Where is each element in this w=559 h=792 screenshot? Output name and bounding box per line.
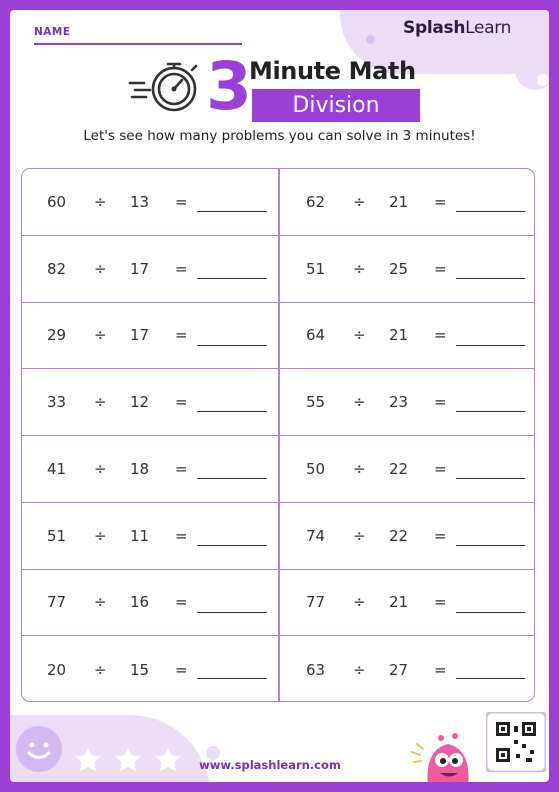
equals-sign: = xyxy=(175,259,188,278)
decor-dot xyxy=(366,35,375,44)
decor-dot xyxy=(537,74,549,86)
answer-blank[interactable] xyxy=(197,545,267,546)
answer-blank[interactable] xyxy=(197,411,267,412)
equals-sign: = xyxy=(434,393,447,412)
answer-blank[interactable] xyxy=(456,612,525,613)
divisor: 21 xyxy=(389,326,409,345)
answer-blank[interactable] xyxy=(197,278,267,279)
topic-banner: Division xyxy=(252,89,420,122)
division-problem xyxy=(279,303,535,369)
division-sign: ÷ xyxy=(353,660,366,679)
divisor: 13 xyxy=(130,192,150,211)
equals-sign: = xyxy=(175,593,188,612)
division-problem xyxy=(22,369,278,435)
divisor: 23 xyxy=(389,393,409,412)
dividend: 29 xyxy=(47,326,67,345)
divisor: 25 xyxy=(389,259,409,278)
dividend: 60 xyxy=(47,192,67,211)
equals-sign: = xyxy=(434,459,447,478)
dividend: 51 xyxy=(47,526,67,545)
division-sign: ÷ xyxy=(353,259,366,278)
equals-sign: = xyxy=(434,593,447,612)
division-sign: ÷ xyxy=(353,326,366,345)
answer-blank[interactable] xyxy=(456,211,525,212)
dividend: 50 xyxy=(306,459,326,478)
answer-blank[interactable] xyxy=(197,678,267,679)
problem-row xyxy=(22,503,534,570)
dividend: 62 xyxy=(306,192,326,211)
dividend: 77 xyxy=(47,593,67,612)
division-problem xyxy=(279,436,535,502)
equals-sign: = xyxy=(175,326,188,345)
problem-row xyxy=(22,636,534,702)
division-sign: ÷ xyxy=(94,660,107,679)
equals-sign: = xyxy=(434,259,447,278)
division-problem xyxy=(22,169,278,235)
splashlearn-logo: SplashLearn xyxy=(403,18,512,38)
mascot-icon xyxy=(408,722,488,782)
qr-code-icon xyxy=(486,712,546,772)
divisor: 17 xyxy=(130,326,150,345)
division-problem xyxy=(22,503,278,569)
answer-blank[interactable] xyxy=(197,478,267,479)
answer-blank[interactable] xyxy=(197,345,267,346)
dividend: 74 xyxy=(306,526,326,545)
website-url: www.splashlearn.com xyxy=(199,758,341,772)
division-problem xyxy=(279,636,535,702)
divisor: 11 xyxy=(130,526,150,545)
divisor: 16 xyxy=(130,593,150,612)
division-sign: ÷ xyxy=(353,593,366,612)
worksheet-title: Minute Math xyxy=(249,57,416,85)
division-sign: ÷ xyxy=(353,459,366,478)
dividend: 51 xyxy=(306,259,326,278)
answer-blank[interactable] xyxy=(456,678,525,679)
problem-row xyxy=(22,169,534,236)
dividend: 64 xyxy=(306,326,326,345)
division-sign: ÷ xyxy=(94,326,107,345)
division-sign: ÷ xyxy=(94,526,107,545)
problem-row xyxy=(22,236,534,303)
name-field-line[interactable] xyxy=(34,43,242,45)
worksheet xyxy=(10,10,549,782)
division-problem xyxy=(279,236,535,302)
stopwatch-icon xyxy=(128,56,208,116)
division-problem xyxy=(279,570,535,636)
divisor: 21 xyxy=(389,192,409,211)
division-sign: ÷ xyxy=(353,192,366,211)
dividend: 55 xyxy=(306,393,326,412)
divisor: 12 xyxy=(130,393,150,412)
dividend: 33 xyxy=(47,393,67,412)
divisor: 21 xyxy=(389,593,409,612)
answer-blank[interactable] xyxy=(197,211,267,212)
problem-row xyxy=(22,303,534,370)
equals-sign: = xyxy=(175,526,188,545)
divisor: 15 xyxy=(130,660,150,679)
answer-blank[interactable] xyxy=(197,612,267,613)
equals-sign: = xyxy=(434,326,447,345)
division-problem xyxy=(279,503,535,569)
divisor: 22 xyxy=(389,459,409,478)
problem-row xyxy=(22,369,534,436)
problem-row xyxy=(22,570,534,637)
answer-blank[interactable] xyxy=(456,345,525,346)
answer-blank[interactable] xyxy=(456,278,525,279)
equals-sign: = xyxy=(175,660,188,679)
answer-blank[interactable] xyxy=(456,411,525,412)
divisor: 27 xyxy=(389,660,409,679)
equals-sign: = xyxy=(434,192,447,211)
division-problem xyxy=(22,303,278,369)
division-problem xyxy=(279,169,535,235)
answer-blank[interactable] xyxy=(456,545,525,546)
equals-sign: = xyxy=(175,393,188,412)
name-label: NAME xyxy=(34,26,71,38)
divisor: 18 xyxy=(130,459,150,478)
division-sign: ÷ xyxy=(94,259,107,278)
divisor: 22 xyxy=(389,526,409,545)
division-problem xyxy=(279,369,535,435)
equals-sign: = xyxy=(175,192,188,211)
division-sign: ÷ xyxy=(353,526,366,545)
dividend: 77 xyxy=(306,593,326,612)
dividend: 63 xyxy=(306,660,326,679)
division-problem xyxy=(22,436,278,502)
dividend: 41 xyxy=(47,459,67,478)
equals-sign: = xyxy=(434,526,447,545)
division-sign: ÷ xyxy=(94,192,107,211)
equals-sign: = xyxy=(175,459,188,478)
dividend: 82 xyxy=(47,259,67,278)
division-sign: ÷ xyxy=(353,393,366,412)
answer-blank[interactable] xyxy=(456,478,525,479)
problem-grid xyxy=(21,168,535,702)
problem-row xyxy=(22,436,534,503)
division-sign: ÷ xyxy=(94,393,107,412)
instructions: Let's see how many problems you can solve in 3 minutes! xyxy=(83,128,476,144)
equals-sign: = xyxy=(434,660,447,679)
big-number-three: 3 xyxy=(206,48,252,125)
divisor: 17 xyxy=(130,259,150,278)
division-sign: ÷ xyxy=(94,459,107,478)
division-sign: ÷ xyxy=(94,593,107,612)
division-problem xyxy=(22,570,278,636)
division-problem xyxy=(22,236,278,302)
division-problem xyxy=(22,636,278,702)
dividend: 20 xyxy=(47,660,67,679)
